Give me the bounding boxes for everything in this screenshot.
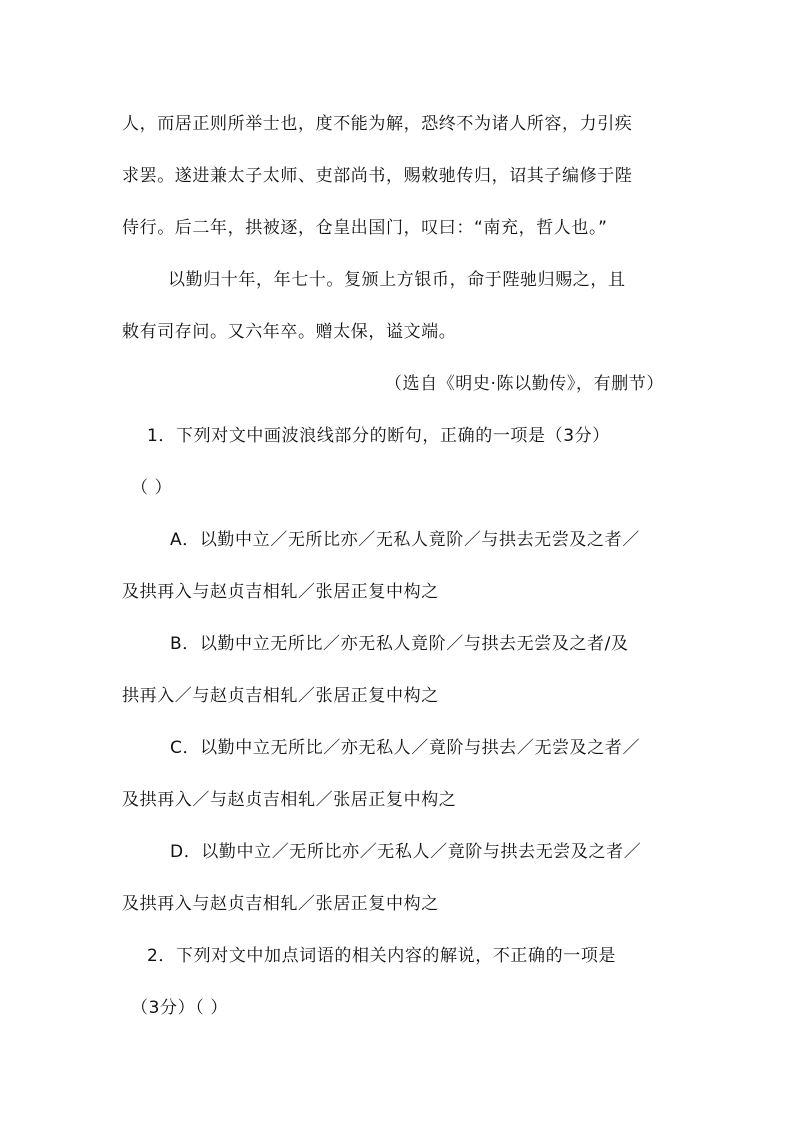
passage-line-5: 敕有司存问。又六年卒。赠太保，谥文端。: [122, 322, 457, 342]
passage-line-2: 求罢。遂进兼太子太师、吏部尚书，赐敕驰传归，诏其子编修于陛: [122, 166, 633, 186]
passage-line-3: 侍行。后二年，拱被逐，仓皇出国门，叹曰：“南充，哲人也。”: [122, 218, 608, 238]
option-c-line-2: 及拱再入／与赵贞吉相轧／张居正复中构之: [122, 790, 457, 810]
option-c-line-1: C．以勤中立无所比／亦无私人／竟阶与拱去／无尝及之者／: [170, 738, 641, 758]
option-d-line-1: D．以勤中立／无所比亦／无私人／竟阶与拱去无尝及之者／: [170, 842, 642, 862]
option-a-line-2: 及拱再入与赵贞吉相轧／张居正复中构之: [122, 582, 439, 602]
option-b-line-2: 拱再入／与赵贞吉相轧／张居正复中构之: [122, 686, 439, 706]
question-2-score: （3分）（ ）: [131, 998, 228, 1018]
passage-line-4: 以勤归十年，年七十。复颁上方银币，命于陛驰归赐之，且: [168, 270, 626, 290]
option-b-line-1: B．以勤中立无所比／亦无私人竟阶／与拱去无尝及之者/及: [170, 634, 629, 654]
option-d-line-2: 及拱再入与赵贞吉相轧／张居正复中构之: [122, 894, 439, 914]
option-a-line-1: A．以勤中立／无所比亦／无私人竟阶／与拱去无尝及之者／: [170, 530, 640, 550]
passage-source: （选自《明史·陈以勤传》，有删节）: [384, 374, 664, 394]
question-2-stem: 2．下列对文中加点词语的相关内容的解说，不正确的一项是: [147, 946, 617, 966]
passage-line-1: 人，而居正则所举士也，度不能为解，恐终不为诸人所容，力引疾: [122, 114, 633, 134]
question-1-stem: 1．下列对文中画波浪线部分的断句，正确的一项是（3分）: [147, 426, 610, 446]
question-1-answer-blank: （ ）: [131, 478, 173, 498]
